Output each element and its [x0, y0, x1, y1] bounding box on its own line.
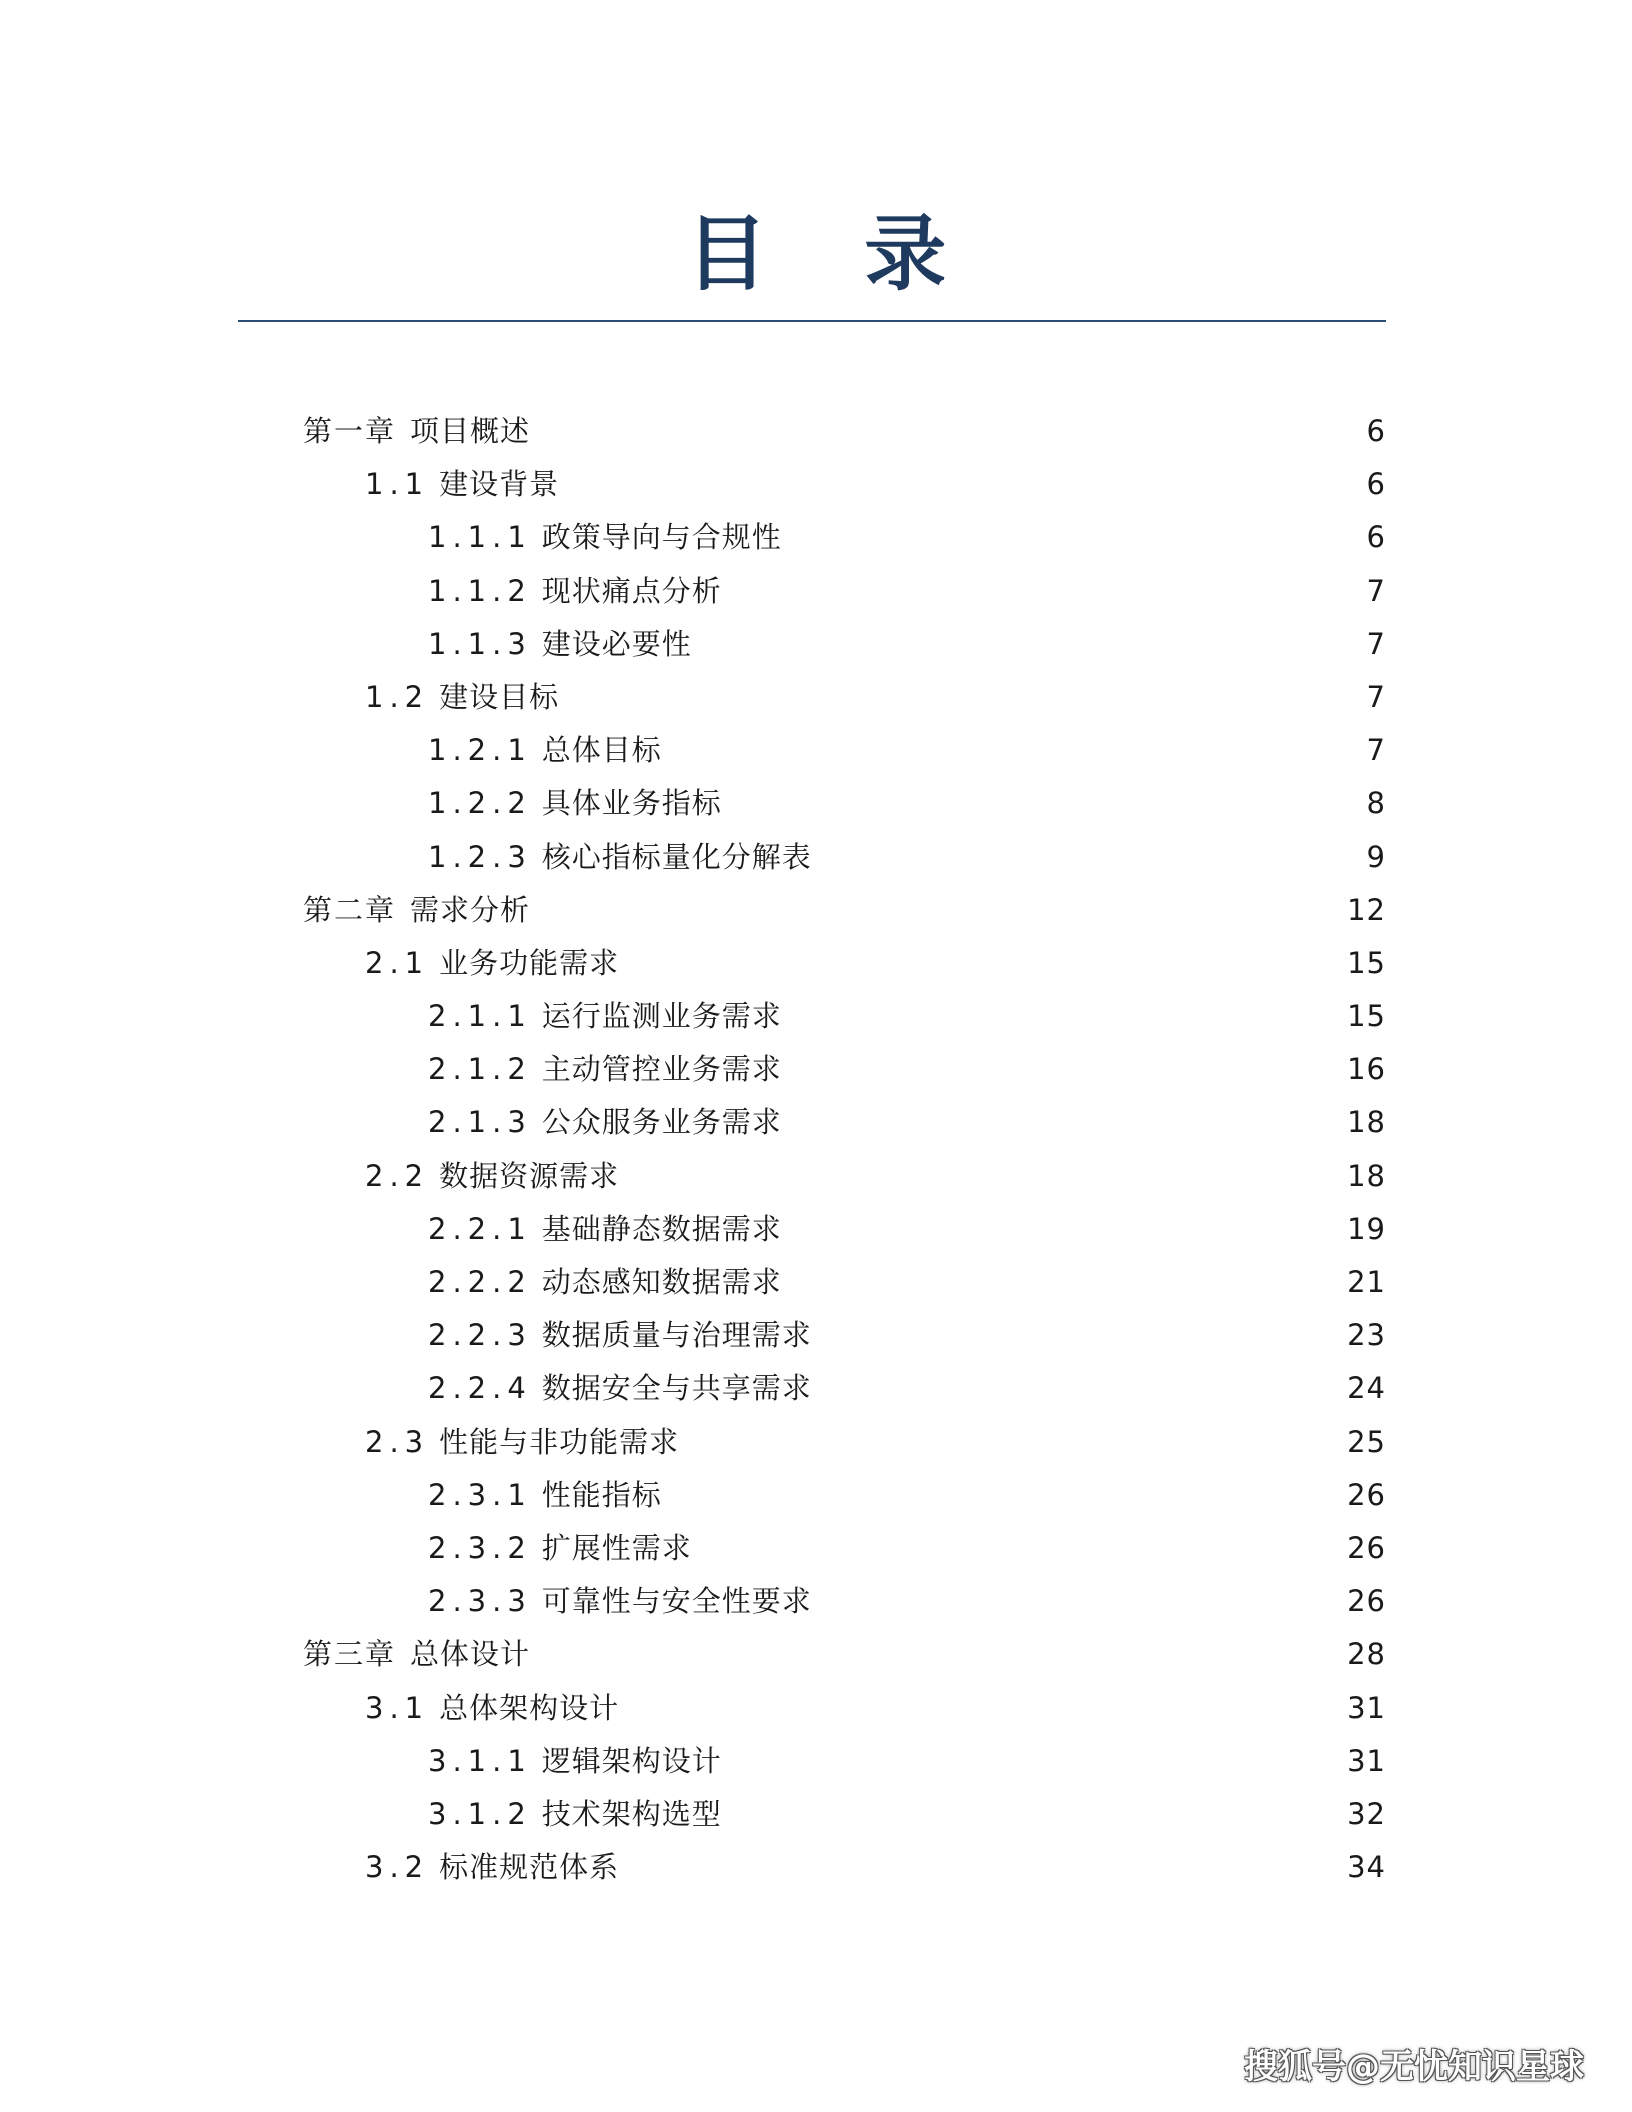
toc-entry-line [303, 405, 1386, 458]
toc-entry-label: 建设目标 [439, 679, 560, 714]
toc-entry-number: 2.2.1 [428, 1211, 532, 1246]
toc-entry-line [428, 1096, 1386, 1149]
toc-entry-page-number: 7 [1366, 733, 1386, 768]
dot-leader [689, 1416, 1339, 1469]
toc-entry-page-number: 19 [1347, 1211, 1386, 1246]
toc-entry-line [428, 1043, 1386, 1096]
toc-entry-line [428, 618, 1386, 671]
toc-entry[interactable] [0, 1150, 1632, 1203]
toc-entry-line [428, 565, 1386, 618]
toc-entry-page-number: 18 [1347, 1105, 1386, 1140]
toc-entry[interactable] [0, 1362, 1632, 1415]
toc-entry-number: 1.2.2 [428, 786, 532, 821]
toc-entry-line [365, 1841, 1386, 1894]
toc-entry-label: 动态感知数据需求 [541, 1265, 782, 1299]
toc-entry-page-number: 28 [1347, 1637, 1386, 1672]
toc-entry[interactable] [0, 724, 1632, 777]
dot-leader [732, 1788, 1339, 1841]
toc-entry-line [428, 831, 1386, 884]
toc-entry-line [365, 1416, 1386, 1469]
toc-entry-number: 2.3 [365, 1424, 430, 1459]
toc-entry[interactable] [0, 990, 1632, 1043]
toc-entry[interactable] [0, 1043, 1632, 1096]
toc-entry[interactable] [0, 618, 1632, 671]
toc-entry-line [428, 1522, 1386, 1575]
toc-entry[interactable] [0, 1841, 1632, 1894]
toc-entry-line [428, 1735, 1386, 1788]
toc-entry-label: 具体业务指标 [541, 786, 722, 821]
toc-entry-number: 1.2.1 [428, 733, 532, 768]
toc-entry-label: 数据资源需求 [439, 1158, 620, 1193]
toc-entry[interactable] [0, 1682, 1632, 1735]
toc-entry-line [428, 777, 1386, 830]
dot-leader [792, 990, 1339, 1043]
toc-entry[interactable] [0, 405, 1632, 458]
toc-entry[interactable] [0, 1575, 1632, 1628]
toc-entry[interactable] [0, 831, 1632, 884]
toc-entry-label: 数据安全与共享需求 [541, 1371, 812, 1406]
toc-entry-page-number: 8 [1366, 786, 1386, 821]
toc-entry-page-number: 12 [1347, 892, 1386, 927]
toc-entry-line [428, 1469, 1386, 1522]
toc-entry-line [365, 937, 1386, 990]
toc-entry-line [428, 1788, 1386, 1841]
toc-entry-line [428, 990, 1386, 1043]
toc-entry[interactable] [0, 1788, 1632, 1841]
toc-entry-number: 2.2.4 [428, 1371, 532, 1406]
toc-entry-line [428, 511, 1386, 564]
toc-entry-number: 2.1.1 [428, 999, 532, 1034]
toc-entry-page-number: 21 [1347, 1265, 1386, 1299]
toc-entry-page-number: 6 [1366, 467, 1386, 502]
toc-entry-label: 建设背景 [439, 467, 560, 502]
toc-entry-label: 标准规范体系 [439, 1850, 620, 1885]
dot-leader [792, 1043, 1339, 1096]
toc-entry-number: 2.3.1 [428, 1477, 532, 1512]
dot-leader [822, 1362, 1339, 1415]
toc-entry-label: 需求分析 [410, 892, 531, 927]
toc-entry-label: 总体目标 [541, 733, 662, 768]
dot-leader [792, 1096, 1339, 1149]
toc-entry-page-number: 23 [1347, 1318, 1386, 1353]
dot-leader [569, 671, 1358, 724]
toc-entry-line [428, 1309, 1386, 1362]
dot-leader [672, 1469, 1339, 1522]
toc-entry-number: 第一章 [303, 414, 397, 448]
dot-leader [540, 1628, 1339, 1681]
dot-leader [629, 1841, 1339, 1894]
toc-entry[interactable] [0, 671, 1632, 724]
dot-leader [629, 937, 1339, 990]
toc-entry-page-number: 6 [1366, 520, 1386, 555]
dot-leader [732, 777, 1358, 830]
dot-leader [822, 1575, 1339, 1628]
title-divider [238, 320, 1386, 322]
toc-entry[interactable] [0, 1309, 1632, 1362]
toc-entry-page-number: 9 [1366, 839, 1386, 874]
toc-entry-label: 性能指标 [541, 1477, 662, 1512]
toc-entry-number: 1.1.1 [428, 520, 532, 555]
dot-leader [822, 831, 1358, 884]
toc-entry-number: 3.1.2 [428, 1796, 532, 1831]
watermark: 搜狐号@无忧知识星球 [1244, 2047, 1584, 2087]
toc-entry-page-number: 26 [1347, 1584, 1386, 1619]
toc-entry-number: 2.3.3 [428, 1584, 532, 1619]
toc-entry-page-number: 25 [1347, 1424, 1386, 1459]
toc-entry-label: 项目概述 [410, 414, 531, 448]
page-title: 目 录 [685, 207, 981, 302]
toc-entry[interactable] [0, 458, 1632, 511]
toc-entry-page-number: 32 [1347, 1796, 1386, 1831]
toc-entry-line [303, 884, 1386, 937]
toc-entry-number: 2.2.2 [428, 1265, 532, 1299]
dot-leader [629, 1150, 1339, 1203]
toc-entry-page-number: 15 [1347, 945, 1386, 980]
toc-entry-page-number: 31 [1347, 1743, 1386, 1778]
dot-leader [569, 458, 1358, 511]
dot-leader [702, 1522, 1339, 1575]
toc-entry-label: 公众服务业务需求 [541, 1105, 782, 1140]
toc-entry-line [303, 1628, 1386, 1681]
toc-entry-number: 2.2.3 [428, 1318, 532, 1353]
toc-entry-line [428, 1575, 1386, 1628]
toc-entry[interactable] [0, 1628, 1632, 1681]
toc-entry-number: 3.2 [365, 1850, 430, 1885]
toc-entry-number: 2.2 [365, 1158, 430, 1193]
toc-entry-page-number: 24 [1347, 1371, 1386, 1406]
toc-entry-page-number: 7 [1366, 626, 1386, 661]
toc-entry-number: 2.1.3 [428, 1105, 532, 1140]
toc-entry-label: 总体架构设计 [439, 1690, 620, 1725]
toc-entry-label: 扩展性需求 [541, 1530, 692, 1565]
toc-entry-page-number: 26 [1347, 1530, 1386, 1565]
toc-entry-line [365, 1682, 1386, 1735]
toc-entry-label: 逻辑架构设计 [541, 1743, 722, 1778]
toc-entry-label: 基础静态数据需求 [541, 1211, 782, 1246]
toc-entry-label: 核心指标量化分解表 [541, 839, 812, 874]
toc-entry[interactable] [0, 884, 1632, 937]
toc-entry-page-number: 7 [1366, 679, 1386, 714]
toc-entry-label: 数据质量与治理需求 [541, 1318, 812, 1353]
dot-leader [822, 1309, 1339, 1362]
toc-entry-page-number: 18 [1347, 1158, 1386, 1193]
toc-entry-number: 2.3.2 [428, 1530, 532, 1565]
toc-entry[interactable] [0, 777, 1632, 830]
dot-leader [732, 565, 1358, 618]
toc-entry-page-number: 26 [1347, 1477, 1386, 1512]
dot-leader [629, 1682, 1339, 1735]
toc-entry-line [365, 458, 1386, 511]
toc-entry-page-number: 16 [1347, 1052, 1386, 1087]
toc-entry-label: 技术架构选型 [541, 1796, 722, 1831]
dot-leader [672, 724, 1358, 777]
toc-entry-label: 建设必要性 [541, 626, 692, 661]
toc-entry-label: 业务功能需求 [439, 945, 620, 980]
toc-entry-number: 3.1.1 [428, 1743, 532, 1778]
toc-entry-number: 2.1.2 [428, 1052, 532, 1087]
toc-entry[interactable] [0, 1416, 1632, 1469]
toc-entry-number: 1.1.2 [428, 573, 532, 608]
toc-entry-line [428, 724, 1386, 777]
toc-entry-number: 第二章 [303, 892, 397, 927]
toc-entry-number: 2.1 [365, 945, 430, 980]
toc-entry-number: 第三章 [303, 1637, 397, 1672]
toc-entry-page-number: 34 [1347, 1850, 1386, 1885]
toc-entry[interactable] [0, 511, 1632, 564]
toc-entry-line [365, 1150, 1386, 1203]
toc-entry[interactable] [0, 937, 1632, 990]
toc-entry[interactable] [0, 1735, 1632, 1788]
toc-entry-number: 1.2.3 [428, 839, 532, 874]
toc-entry[interactable] [0, 1203, 1632, 1256]
toc-entry[interactable] [0, 1096, 1632, 1149]
dot-leader [732, 1735, 1339, 1788]
toc-entry-number: 1.1 [365, 467, 430, 502]
table-of-contents [0, 405, 1632, 1894]
dot-leader [702, 618, 1358, 671]
toc-entry-page-number: 6 [1366, 414, 1386, 448]
toc-entry-label: 可靠性与安全性要求 [541, 1584, 812, 1619]
dot-leader [792, 1203, 1339, 1256]
toc-entry[interactable] [0, 1256, 1632, 1309]
dot-leader [792, 1256, 1339, 1309]
toc-entry[interactable] [0, 565, 1632, 618]
toc-entry-page-number: 31 [1347, 1690, 1386, 1725]
toc-entry-number: 1.2 [365, 679, 430, 714]
toc-entry-page-number: 15 [1347, 999, 1386, 1034]
toc-entry-label: 政策导向与合规性 [541, 520, 782, 555]
toc-entry[interactable] [0, 1522, 1632, 1575]
toc-entry-label: 主动管控业务需求 [541, 1052, 782, 1087]
toc-entry-number: 1.1.3 [428, 626, 532, 661]
dot-leader [540, 884, 1339, 937]
toc-entry-label: 运行监测业务需求 [541, 999, 782, 1034]
toc-entry[interactable] [0, 1469, 1632, 1522]
toc-entry-line [428, 1256, 1386, 1309]
toc-entry-line [428, 1203, 1386, 1256]
toc-entry-label: 现状痛点分析 [541, 573, 722, 608]
toc-entry-page-number: 7 [1366, 573, 1386, 608]
dot-leader [792, 511, 1358, 564]
toc-entry-label: 总体设计 [410, 1637, 531, 1672]
toc-entry-line [365, 671, 1386, 724]
toc-entry-label: 性能与非功能需求 [439, 1424, 680, 1459]
toc-entry-number: 3.1 [365, 1690, 430, 1725]
toc-entry-line [428, 1362, 1386, 1415]
dot-leader [540, 405, 1358, 458]
